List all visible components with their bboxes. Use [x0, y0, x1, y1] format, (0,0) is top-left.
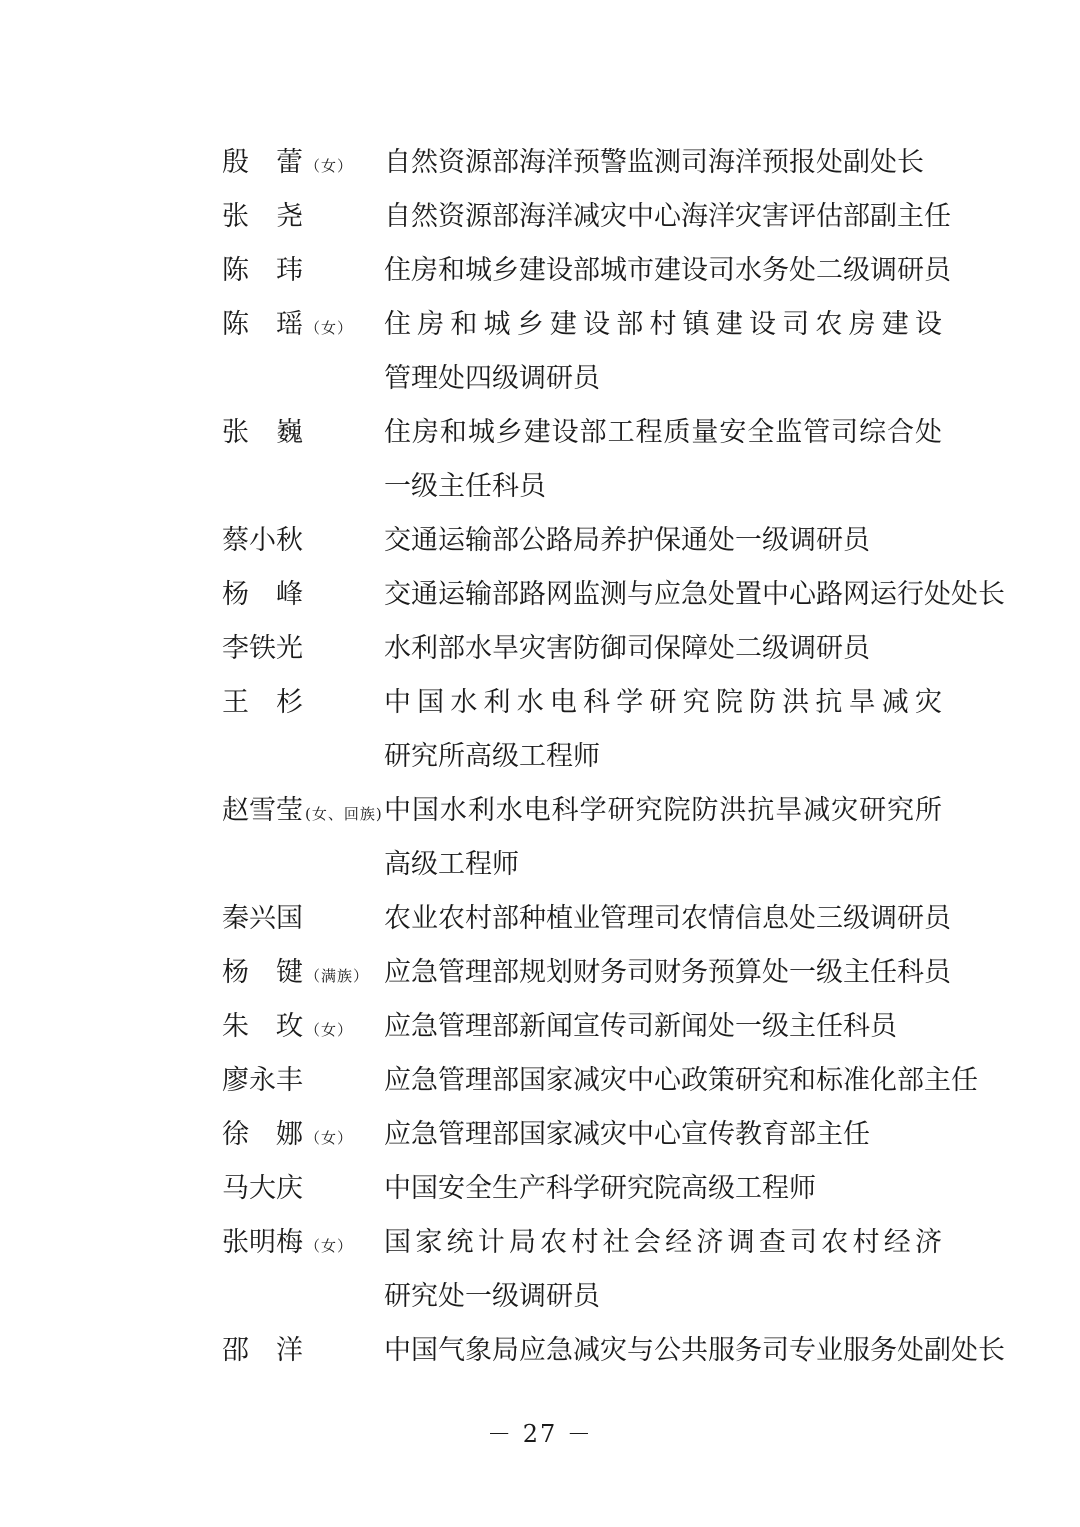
name-cell: [222, 244, 384, 298]
position-title-line: 交通运输部路网监测与应急处置中心路网运行处处长: [384, 579, 1005, 610]
position-title-line: 研究处一级调研员: [384, 1281, 600, 1312]
name-cell: [222, 298, 384, 352]
list-item: [222, 784, 942, 892]
position-title-line: 高级工程师: [384, 849, 519, 880]
person-name: 张 巍: [222, 417, 303, 448]
list-item: [222, 892, 951, 946]
name-cell: [222, 136, 384, 190]
name-cell: [222, 946, 384, 1000]
person-note: （满族）: [305, 967, 370, 985]
person-name: 陈 瑶: [222, 309, 303, 340]
list-item: [222, 136, 942, 190]
position-title: [384, 1108, 942, 1162]
position-title-line: 住房和城乡建设部城市建设司水务处二级调研员: [384, 255, 951, 286]
position-title-line: 自然资源部海洋预警监测司海洋预报处副处长: [384, 147, 924, 178]
position-title: [384, 568, 1005, 622]
position-title-line: 中国水利水电科学研究院防洪抗旱减灾: [384, 687, 942, 718]
position-title: [384, 190, 951, 244]
position-title-line: 管理处四级调研员: [384, 363, 600, 394]
person-note: （女）: [305, 1021, 354, 1039]
person-name: 殷 蕾: [222, 147, 303, 178]
position-title-line: 研究所高级工程师: [384, 741, 600, 772]
person-note: （女）: [305, 1129, 354, 1147]
position-title: [384, 244, 951, 298]
position-title-line: 住房和城乡建设部村镇建设司农房建设: [384, 309, 942, 340]
list-item: [222, 568, 1005, 622]
position-title: [384, 784, 942, 892]
list-item: [222, 514, 942, 568]
personnel-list: [222, 136, 1005, 1378]
person-name: 廖永丰: [222, 1065, 303, 1096]
person-note: (女、回族): [305, 805, 383, 823]
name-cell: [222, 568, 384, 622]
position-title: [384, 946, 951, 1000]
person-name: 陈 玮: [222, 255, 303, 286]
person-name: 杨 峰: [222, 579, 303, 610]
list-item: [222, 1000, 942, 1054]
person-name: 马大庆: [222, 1173, 303, 1204]
position-title: [384, 136, 942, 190]
position-title-line: 应急管理部规划财务司财务预算处一级主任科员: [384, 957, 951, 988]
list-item: [222, 244, 951, 298]
position-title: [384, 1162, 942, 1216]
name-cell: [222, 1000, 384, 1054]
person-name: 张明梅: [222, 1227, 303, 1258]
list-item: [222, 1324, 1005, 1378]
name-cell: [222, 622, 384, 676]
list-item: [222, 622, 942, 676]
page-number: － 27 －: [487, 1420, 593, 1448]
position-title: [384, 406, 942, 514]
position-title: [384, 1216, 942, 1324]
position-title: [384, 1324, 1005, 1378]
person-name: 杨 键: [222, 957, 303, 988]
name-cell: [222, 784, 384, 838]
name-cell: [222, 1216, 384, 1270]
position-title-line: 应急管理部国家减灾中心政策研究和标准化部主任: [384, 1065, 978, 1096]
position-title-line: 水利部水旱灾害防御司保障处二级调研员: [384, 633, 870, 664]
person-name: 赵雪莹: [222, 795, 303, 826]
position-title: [384, 622, 942, 676]
person-name: 蔡小秋: [222, 525, 303, 556]
name-cell: [222, 1054, 384, 1108]
list-item: [222, 190, 951, 244]
position-title: [384, 514, 942, 568]
position-title-line: 农业农村部种植业管理司农情信息处三级调研员: [384, 903, 951, 934]
person-name: 朱 玫: [222, 1011, 303, 1042]
position-title: [384, 1054, 978, 1108]
position-title-line: 中国水利水电科学研究院防洪抗旱减灾研究所: [384, 795, 942, 826]
position-title-line: 中国气象局应急减灾与公共服务司专业服务处副处长: [384, 1335, 1005, 1366]
position-title-line: 国家统计局农村社会经济调查司农村经济: [384, 1227, 942, 1258]
person-note: （女）: [305, 319, 354, 337]
person-name: 邵 洋: [222, 1335, 303, 1366]
name-cell: [222, 514, 384, 568]
position-title-line: 应急管理部新闻宣传司新闻处一级主任科员: [384, 1011, 897, 1042]
list-item: [222, 676, 942, 784]
list-item: [222, 406, 942, 514]
position-title: [384, 298, 942, 406]
position-title-line: 交通运输部公路局养护保通处一级调研员: [384, 525, 870, 556]
person-name: 秦兴国: [222, 903, 303, 934]
name-cell: [222, 1162, 384, 1216]
position-title-line: 自然资源部海洋减灾中心海洋灾害评估部副主任: [384, 201, 951, 232]
person-note: （女）: [305, 1237, 354, 1255]
position-title: [384, 1000, 942, 1054]
name-cell: [222, 676, 384, 730]
name-cell: [222, 1108, 384, 1162]
person-name: 李铁光: [222, 633, 303, 664]
list-item: [222, 1162, 942, 1216]
list-item: [222, 1108, 942, 1162]
position-title-line: 中国安全生产科学研究院高级工程师: [384, 1173, 816, 1204]
list-item: [222, 946, 951, 1000]
list-item: [222, 298, 942, 406]
position-title-line: 一级主任科员: [384, 471, 546, 502]
name-cell: [222, 406, 384, 460]
person-note: （女）: [305, 157, 354, 175]
name-cell: [222, 190, 384, 244]
list-item: [222, 1216, 942, 1324]
list-item: [222, 1054, 978, 1108]
position-title-line: 住房和城乡建设部工程质量安全监管司综合处: [384, 417, 942, 448]
position-title: [384, 676, 942, 784]
position-title: [384, 892, 951, 946]
person-name: 王 杉: [222, 687, 303, 718]
name-cell: [222, 1324, 384, 1378]
person-name: 徐 娜: [222, 1119, 303, 1150]
name-cell: [222, 892, 384, 946]
person-name: 张 尧: [222, 201, 303, 232]
position-title-line: 应急管理部国家减灾中心宣传教育部主任: [384, 1119, 870, 1150]
